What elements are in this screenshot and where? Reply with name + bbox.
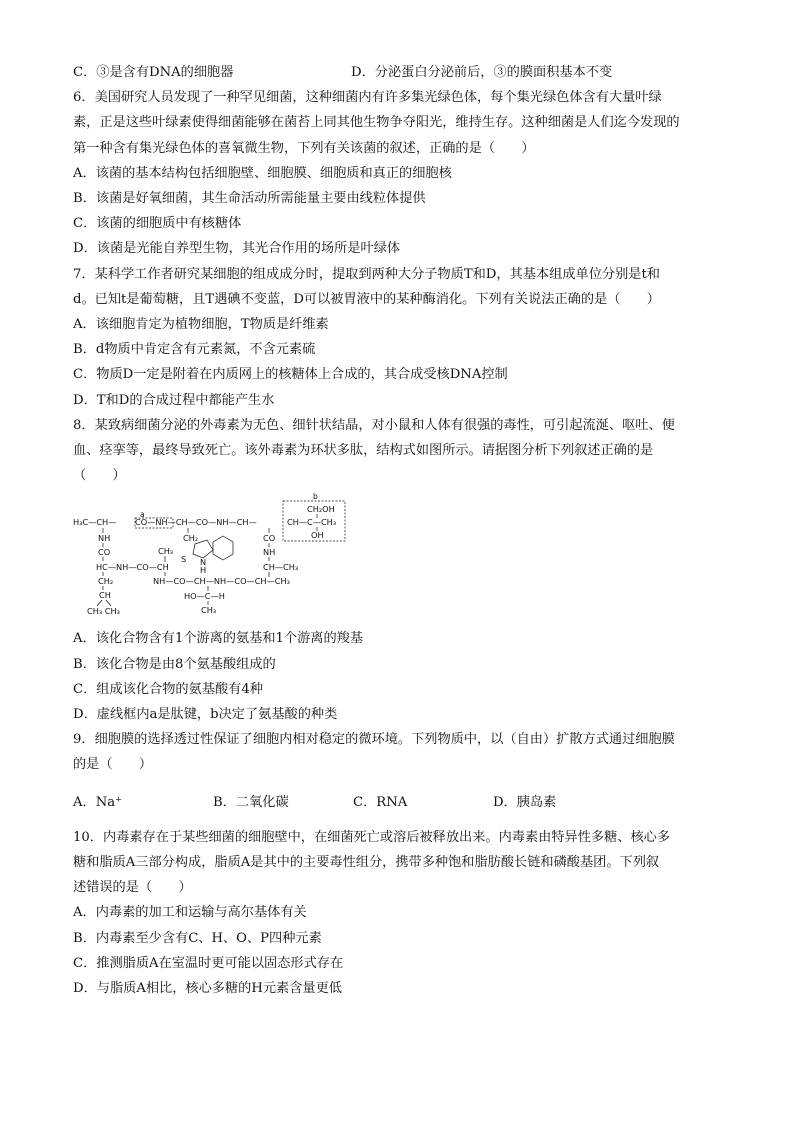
q8-stem-line: 血、痉挛等，最终导致死亡。该外毒素为环状多肽，结构式如图所示。请据图分析下列叙述正确的是 <box>73 443 654 459</box>
fig-left-hc-row: HC—NH—CO—CH <box>96 562 169 573</box>
question-8 <box>73 413 723 727</box>
question-7 <box>73 262 723 413</box>
q9-option-b: B．二氧化碳 <box>213 794 289 810</box>
q7-option-a: A．该细胞肯定为植物细胞，T物质是纤维素 <box>73 317 329 333</box>
fig-label-a: a <box>140 510 145 520</box>
q8-stem-line: 8．某致病细菌分泌的外毒素为无色、细针状结晶，对小鼠和人体有很强的毒性，可引起流涎、呕吐、便 <box>73 417 675 433</box>
cyclic-peptide-structure-figure <box>73 492 363 620</box>
q8-option-d: D．虚线框内a是肽键，b决定了氨基酸的种类 <box>73 707 338 723</box>
fig-mid-s: S <box>181 554 187 565</box>
exam-page <box>73 60 723 1001</box>
q10-stem-line: 糖和脂质A三部分构成，脂质A是其中的主要毒性组分，携带多种饱和脂肪酸长链和磷酸基团。下列叙 <box>73 855 660 871</box>
q6-option-c: C．该菌的细胞质中有核糖体 <box>73 216 242 232</box>
q5-option-d: D．分泌蛋白分泌前后，③的膜面积基本不变 <box>351 65 613 80</box>
fig-bottom-hoch: HO—C—H <box>184 591 225 602</box>
q5-option-c: C．③是含有DNA的细胞器 <box>73 65 234 80</box>
fig-ring-benzene <box>213 536 233 560</box>
fig-left-co: CO <box>98 547 111 558</box>
q7-stem-line: 7．某科学工作者研究某细胞的组成成分时，提取到两种大分子物质T和D，其基本组成单位分别是t和 <box>73 266 660 282</box>
q8-stem-line: （ ） <box>73 468 126 484</box>
fig-right-ch-ch3: CH—CH₃ <box>263 562 299 573</box>
q7-stem-line: d。已知t是葡萄糖，且T遇碘不变蓝，D可以被胃液中的某种酶消化。下列有关说法正确的是（ ） <box>73 291 660 307</box>
q10-option-b: B．内毒素至少含有C、H、O、P四种元素 <box>73 930 322 946</box>
fig-box-oh: OH <box>311 530 324 541</box>
fig-bottom-ch3: CH₃ <box>201 605 217 616</box>
fig-box-ch2oh: CH₂OH <box>307 504 335 515</box>
fig-left-ch: CH <box>99 590 111 601</box>
q6-stem-line: 第一种含有集光绿色体的喜氧微生物，下列有关该菌的叙述，正确的是（ ） <box>73 140 535 156</box>
fig-bottom-chain: NH—CO—CH—NH—CO—CH—CH₃ <box>153 576 290 587</box>
fig-mid-n: N <box>200 557 207 568</box>
q8-option-a: A．该化合物含有1个游离的氨基和1个游离的羧基 <box>73 631 364 647</box>
fig-right-co: CO <box>263 533 276 544</box>
q7-option-c: C．物质D一定是附着在内质网上的核糖体上合成的，其合成受核DNA控制 <box>73 367 508 383</box>
q5-options-row <box>73 60 723 85</box>
question-9 <box>73 727 723 815</box>
q10-option-c: C．推测脂质A在室温时更可能以固态形式存在 <box>73 955 344 971</box>
q9-option-a: A．Na⁺ <box>73 794 123 810</box>
fig-left-ch3-pair: CH₃ CH₃ <box>87 606 120 617</box>
q9-stem-line: 的是（ ） <box>73 757 153 773</box>
q10-stem-line: 述错误的是（ ） <box>73 880 192 896</box>
fig-mid-ch2: CH₂ <box>183 533 199 544</box>
question-6 <box>73 85 723 261</box>
fig-left-nh: NH <box>98 533 111 544</box>
fig-mid-h: H <box>200 565 207 576</box>
q10-option-a: A．内毒素的加工和运输与高尔基体有关 <box>73 905 307 921</box>
q9-options-row <box>73 790 723 815</box>
q8-option-c: C．组成该化合物的氨基酸有4种 <box>73 681 263 697</box>
fig-right-nh: NH <box>263 547 276 558</box>
q6-option-a: A．该菌的基本结构包括细胞壁、细胞膜、细胞质和真正的细胞核 <box>73 165 452 181</box>
q6-stem-line: 6．美国研究人员发现了一种罕见细菌，这种细菌内有许多集光绿色体，每个集光绿色体含有大量叶绿 <box>73 90 662 106</box>
fig-top-right: CH—C—CH₃ <box>287 517 337 528</box>
q6-stem-line: 素，正是这些叶绿素使得细菌能够在菌苔上同其他生物争夺阳光，维持生存。这种细菌是人们迄今发现的 <box>73 115 680 131</box>
fig-top-left: H₃C—CH— <box>73 517 117 528</box>
q7-option-b: B．d物质中肯定含有元素氮，不含元素硫 <box>73 342 316 358</box>
q10-stem-line: 10．内毒素存在于某些细菌的细胞壁中，在细菌死亡或溶后被释放出来。内毒素由特异性多糖、核心多 <box>73 829 671 845</box>
q9-option-d: D．胰岛素 <box>493 794 557 810</box>
q10-option-d: D．与脂质A相比，核心多糖的H元素含量更低 <box>73 981 342 997</box>
fig-label-b: b <box>313 492 318 502</box>
fig-top-middle: CO—NH—CH—CO—NH—CH— <box>135 517 257 528</box>
question-10 <box>73 825 723 1001</box>
q9-option-c: C．RNA <box>353 794 408 810</box>
q8-option-b: B．该化合物是由8个氨基酸组成的 <box>73 656 276 672</box>
q6-option-d: D．该菌是光能自养型生物，其光合作用的场所是叶绿体 <box>73 241 401 257</box>
q6-option-b: B．该菌是好氧细菌，其生命活动所需能量主要由线粒体提供 <box>73 191 426 207</box>
q9-stem-line: 9．细胞膜的选择透过性保证了细胞内相对稳定的微环境。下列物质中，以（自由）扩散方式通过细胞膜 <box>73 732 675 748</box>
fig-left-ch2: CH₂ <box>98 576 114 587</box>
fig-mid-ch3: CH₃ <box>158 546 174 557</box>
q7-option-d: D．T和D的合成过程中都能产生水 <box>73 392 275 408</box>
